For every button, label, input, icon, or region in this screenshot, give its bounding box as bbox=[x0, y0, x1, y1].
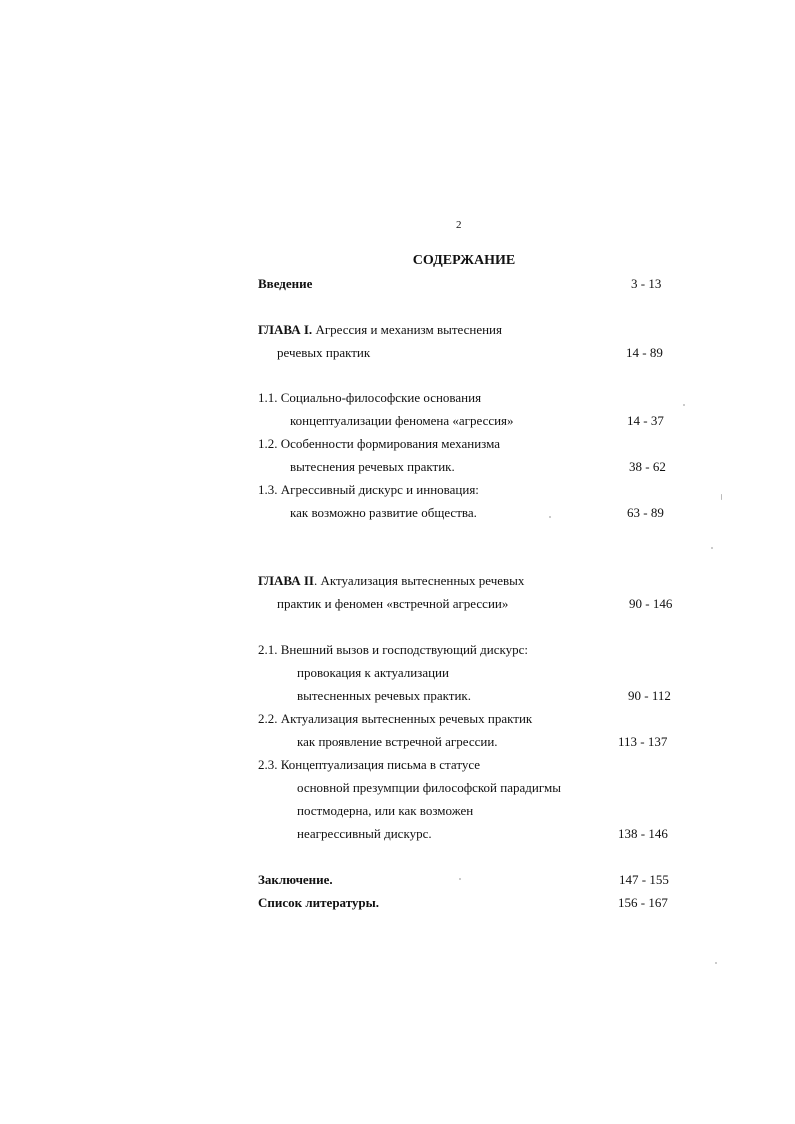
toc-entry-chapter-1 bbox=[258, 322, 502, 338]
scan-speck bbox=[459, 878, 461, 880]
toc-pages-1-1: 14 - 37 bbox=[627, 413, 664, 428]
toc-entry-2-3-cont: основной презумпции философской парадигмы bbox=[297, 780, 561, 795]
toc-pages-2-3: 138 - 146 bbox=[618, 826, 668, 841]
toc-title: СОДЕРЖАНИЕ bbox=[412, 253, 516, 268]
page-number: 2 bbox=[456, 219, 462, 231]
chapter-2-label: ГЛАВА II bbox=[258, 573, 314, 588]
toc-pages-introduction: 3 - 13 bbox=[631, 276, 662, 291]
toc-pages-1-2: 38 - 62 bbox=[629, 459, 666, 474]
toc-entry-1-3: 1.3. Агрессивный дискурс и инновация: bbox=[258, 482, 479, 497]
toc-entry-2-2-cont: как проявление встречной агрессии. bbox=[297, 734, 498, 749]
toc-entry-2-3-cont2: постмодерна, или как возможен bbox=[297, 803, 474, 818]
toc-pages-chapter-1: 14 - 89 bbox=[626, 345, 663, 360]
toc-pages-2-2: 113 - 137 bbox=[618, 734, 668, 749]
toc-entry-conclusion: Заключение. bbox=[258, 872, 333, 887]
toc-entry-2-1-cont2: вытесненных речевых практик. bbox=[297, 688, 471, 703]
toc-pages-2-1: 90 - 112 bbox=[628, 688, 671, 703]
toc-entry-2-1: 2.1. Внешний вызов и господствующий дискурс: bbox=[258, 642, 528, 657]
toc-pages-chapter-2: 90 - 146 bbox=[629, 596, 673, 611]
toc-entry-2-1-cont: провокация к актуализации bbox=[297, 665, 449, 680]
chapter-1-title-cont: речевых практик bbox=[277, 345, 371, 360]
toc-entry-1-2: 1.2. Особенности формирования механизма bbox=[258, 436, 501, 451]
scan-speck bbox=[721, 494, 722, 500]
chapter-1-title: Агрессия и механизм вытеснения bbox=[312, 322, 502, 337]
toc-entry-chapter-2 bbox=[258, 573, 524, 589]
toc-pages-conclusion: 147 - 155 bbox=[619, 872, 669, 887]
scan-speck bbox=[711, 547, 713, 549]
toc-entry-introduction: Введение bbox=[258, 276, 313, 291]
toc-entry-1-2-cont: вытеснения речевых практик. bbox=[290, 459, 455, 474]
toc-entry-bibliography: Список литературы. bbox=[258, 895, 380, 910]
toc-entry-2-3-cont3: неагрессивный дискурс. bbox=[297, 826, 432, 841]
scan-speck bbox=[549, 516, 551, 518]
scan-speck bbox=[715, 962, 717, 964]
scan-speck bbox=[683, 404, 685, 406]
chapter-1-label: ГЛАВА I. bbox=[258, 322, 313, 337]
toc-pages-bibliography: 156 - 167 bbox=[618, 895, 668, 910]
toc-pages-1-3: 63 - 89 bbox=[627, 505, 664, 520]
toc-entry-1-3-cont: как возможно развитие общества. bbox=[290, 505, 477, 520]
toc-entry-2-3: 2.3. Концептуализация письма в статусе bbox=[258, 757, 481, 772]
chapter-2-title: . Актуализация вытесненных речевых bbox=[314, 573, 525, 588]
toc-entry-1-1: 1.1. Социально-философские основания bbox=[258, 390, 482, 405]
toc-entry-1-1-cont: концептуализации феномена «агрессия» bbox=[290, 413, 514, 428]
chapter-2-title-cont: практик и феномен «встречной агрессии» bbox=[277, 596, 509, 611]
toc-entry-2-2: 2.2. Актуализация вытесненных речевых практик bbox=[258, 711, 533, 726]
